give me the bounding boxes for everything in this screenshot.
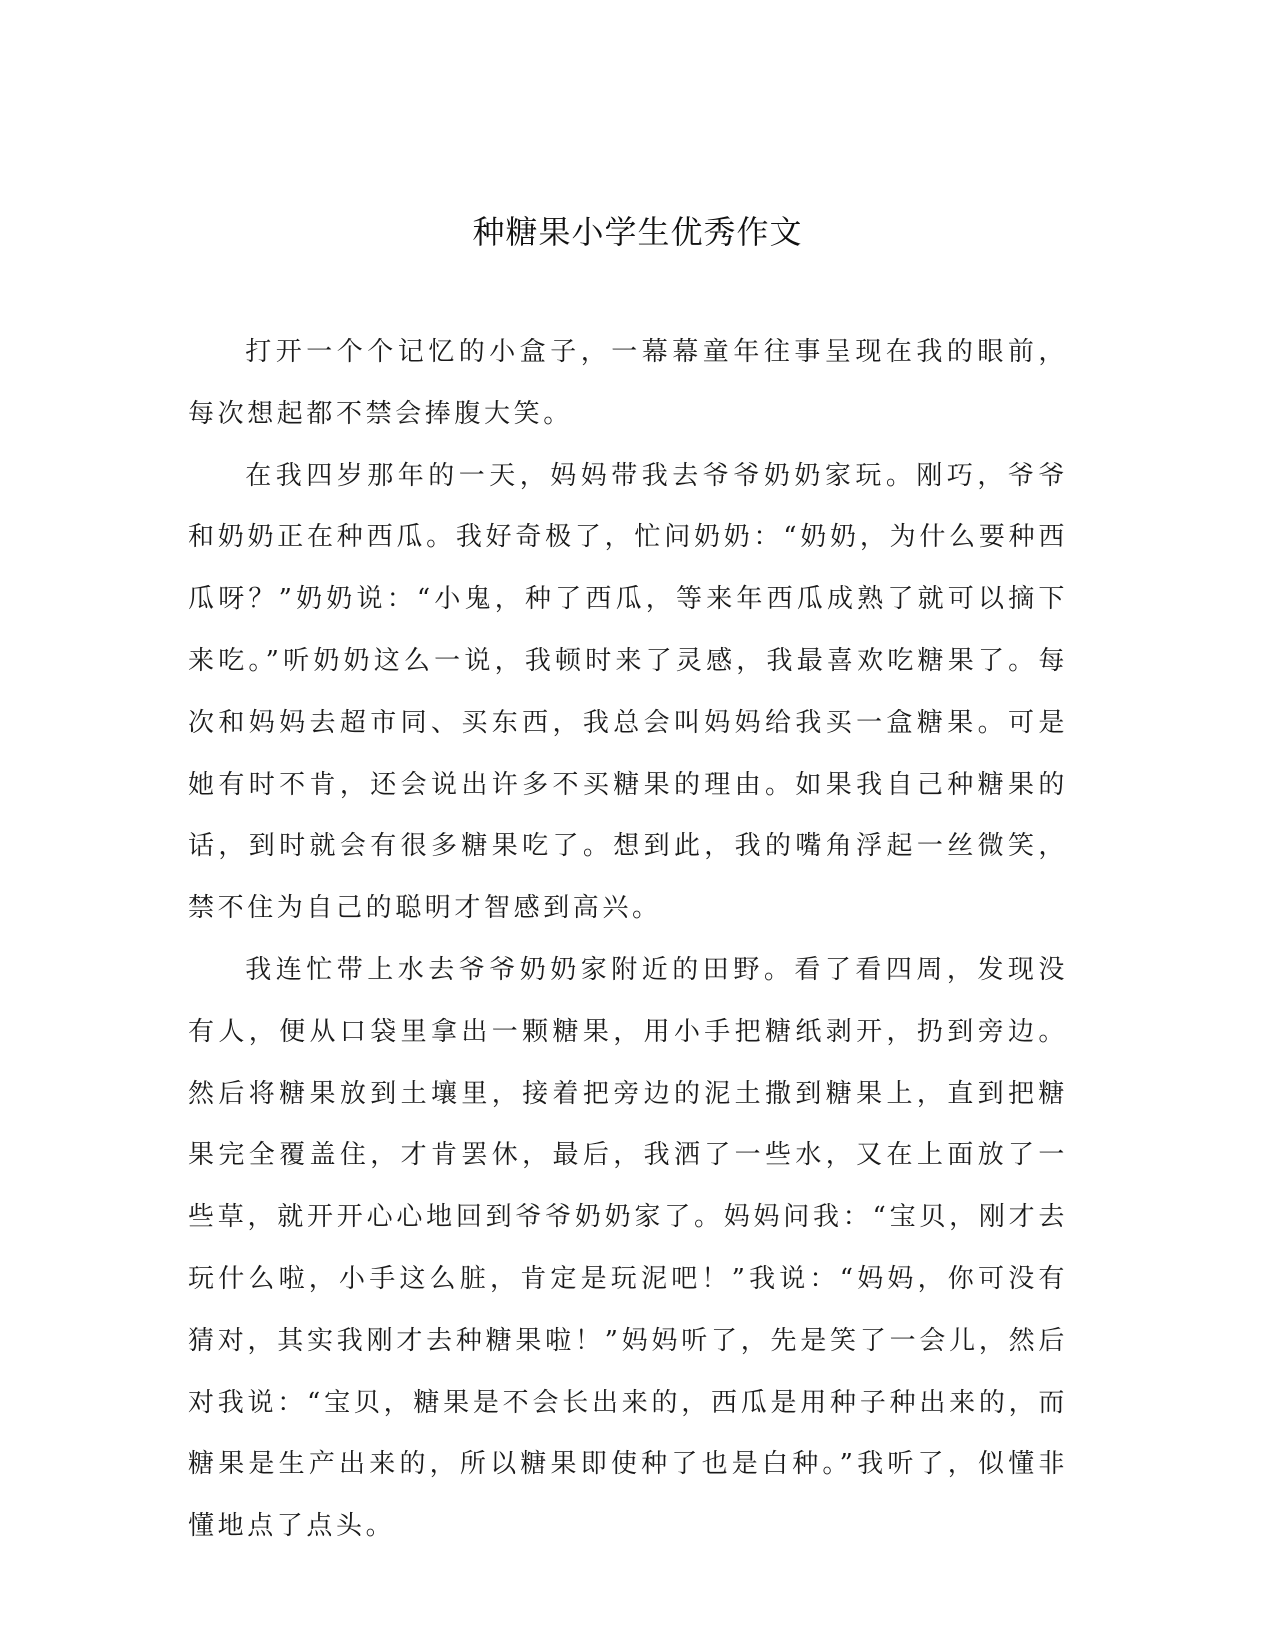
document-title: 种糖果小学生优秀作文 [472, 213, 803, 251]
essay-body [188, 322, 1068, 1558]
paragraph-2: 在我四岁那年的一天，妈妈带我去爷爷奶奶家玩。刚巧，爷爷和奶奶正在种西瓜。我好奇极了，忙问奶奶：“奶奶，为什么要种西瓜呀？”奶奶说：“小鬼，种了西瓜，等来年西瓜成熟了就可以摘下来吃。”听奶奶这么一说，我顿时来了灵感，我最喜欢吃糖果了。每次和妈妈去超市同、买东西，我总会叫妈妈给我买一盒糖果。可是她有时不肯，还会说出许多不买糖果的理由。如果我自己种糖果的话，到时就会有很多糖果吃了。想到此，我的嘴角浮起一丝微笑，禁不住为自己的聪明才智感到高兴。 [188, 460, 1068, 924]
paragraph-1: 打开一个个记忆的小盒子，一幕幕童年往事呈现在我的眼前，每次想起都不禁会捧腹大笑。 [188, 337, 1068, 429]
paragraph-3: 我连忙带上水去爷爷奶奶家附近的田野。看了看四周，发现没有人，便从口袋里拿出一颗糖果，用小手把糖纸剥开，扔到旁边。然后将糖果放到土壤里，接着把旁边的泥土撒到糖果上，直到把糖果完全覆盖住，才肯罢休，最后，我洒了一些水，又在上面放了一些草，就开开心心地回到爷爷奶奶家了。妈妈问我：“宝贝，刚才去玩什么啦，小手这么脏，肯定是玩泥吧！”我说：“妈妈，你可没有猜对，其实我刚才去种糖果啦！”妈妈听了，先是笑了一会儿，然后对我说：“宝贝，糖果是不会长出来的，西瓜是用种子种出来的，而糖果是生产出来的，所以糖果即使种了也是白种。”我听了，似懂非懂地点了点头。 [188, 954, 1068, 1542]
